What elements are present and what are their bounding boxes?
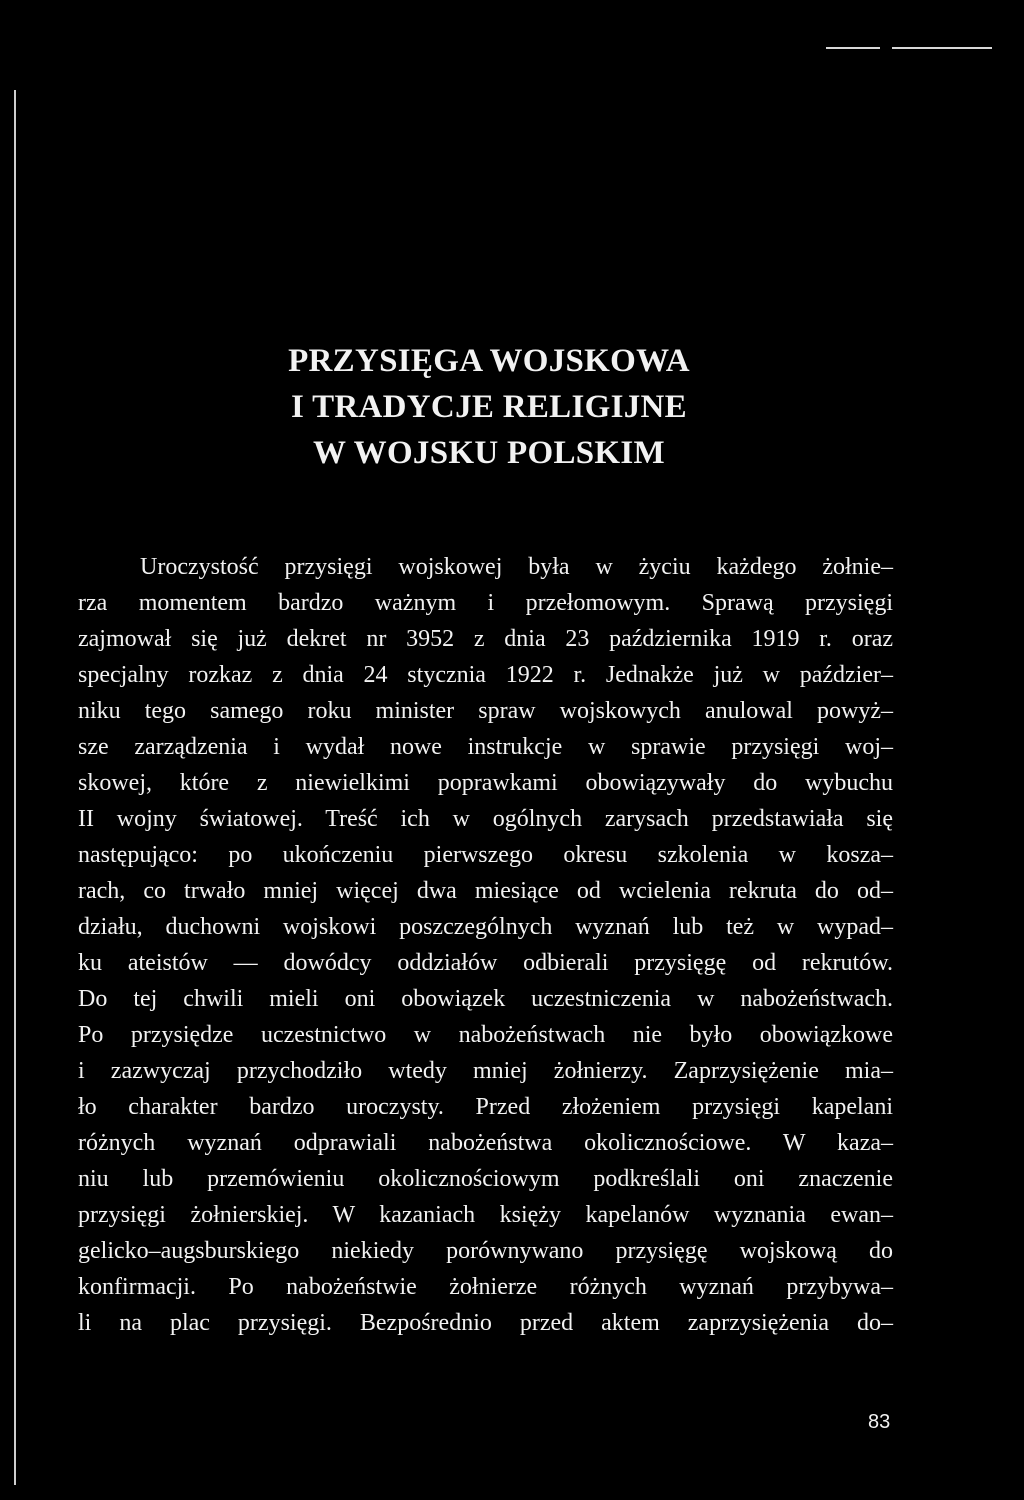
- text-line: niku tego samego roku minister spraw wojskowych anulowal powyż–: [78, 698, 893, 724]
- text-line: sze zarządzenia i wydał nowe instrukcje w sprawie przysięgi woj–: [78, 734, 893, 760]
- text-line: działu, duchowni wojskowi poszczególnych wyznań lub też w wypad–: [78, 914, 893, 940]
- text-line: Po przysiędze uczestnictwo w nabożeństwach nie było obowiązkowe: [78, 1022, 893, 1048]
- body-paragraph: [78, 549, 893, 1341]
- chapter-title-line: W WOJSKU POLSKIM: [313, 435, 665, 471]
- text-line: i zazwyczaj przychodziło wtedy mniej żołnierzy. Zaprzysiężenie mia–: [78, 1058, 893, 1084]
- page-number: 83: [868, 1411, 891, 1433]
- chapter-title-line: PRZYSIĘGA WOJSKOWA: [288, 343, 690, 379]
- text-line: skowej, które z niewielkimi poprawkami obowiązywały do wybuchu: [78, 770, 893, 796]
- chapter-title-line: I TRADYCJE RELIGIJNE: [291, 389, 687, 425]
- text-line: gelicko–augsburskiego niekiedy porównywano przysięgę wojskową do: [78, 1238, 893, 1264]
- text-line: konfirmacji. Po nabożeństwie żołnierze różnych wyznań przybywa–: [78, 1274, 893, 1300]
- text-line: Uroczystość przysięgi wojskowej była w życiu każdego żołnie–: [140, 554, 893, 580]
- text-line: specjalny rozkaz z dnia 24 stycznia 1922 r. Jednakże już w paździer–: [78, 662, 893, 688]
- text-line: II wojny światowej. Treść ich w ogólnych zarysach przedstawiała się: [78, 806, 893, 832]
- text-line: ku ateistów — dowódcy oddziałów odbierali przysięgę od rekrutów.: [78, 950, 893, 976]
- text-line: ło charakter bardzo uroczysty. Przed złożeniem przysięgi kapelani: [78, 1094, 893, 1120]
- top-rule-right: [892, 47, 992, 49]
- text-line: li na plac przysięgi. Bezpośrednio przed aktem zaprzysiężenia do–: [78, 1310, 893, 1336]
- page-edge-line: [14, 90, 16, 1485]
- text-line: przysięgi żołnierskiej. W kazaniach księży kapelanów wyznania ewan–: [78, 1202, 893, 1228]
- chapter-title: [200, 338, 778, 476]
- text-line: rach, co trwało mniej więcej dwa miesiące od wcielenia rekruta do od–: [78, 878, 893, 904]
- text-line: następująco: po ukończeniu pierwszego okresu szkolenia w kosza–: [78, 842, 893, 868]
- text-line: zajmował się już dekret nr 3952 z dnia 23 października 1919 r. oraz: [78, 626, 893, 652]
- text-line: Do tej chwili mieli oni obowiązek uczestniczenia w nabożeństwach.: [78, 986, 893, 1012]
- text-line: niu lub przemówieniu okolicznościowym podkreślali oni znaczenie: [78, 1166, 893, 1192]
- top-rule-left: [826, 47, 880, 49]
- text-line: różnych wyznań odprawiali nabożeństwa okolicznościowe. W kaza–: [78, 1130, 893, 1156]
- text-line: rza momentem bardzo ważnym i przełomowym. Sprawą przysięgi: [78, 590, 893, 616]
